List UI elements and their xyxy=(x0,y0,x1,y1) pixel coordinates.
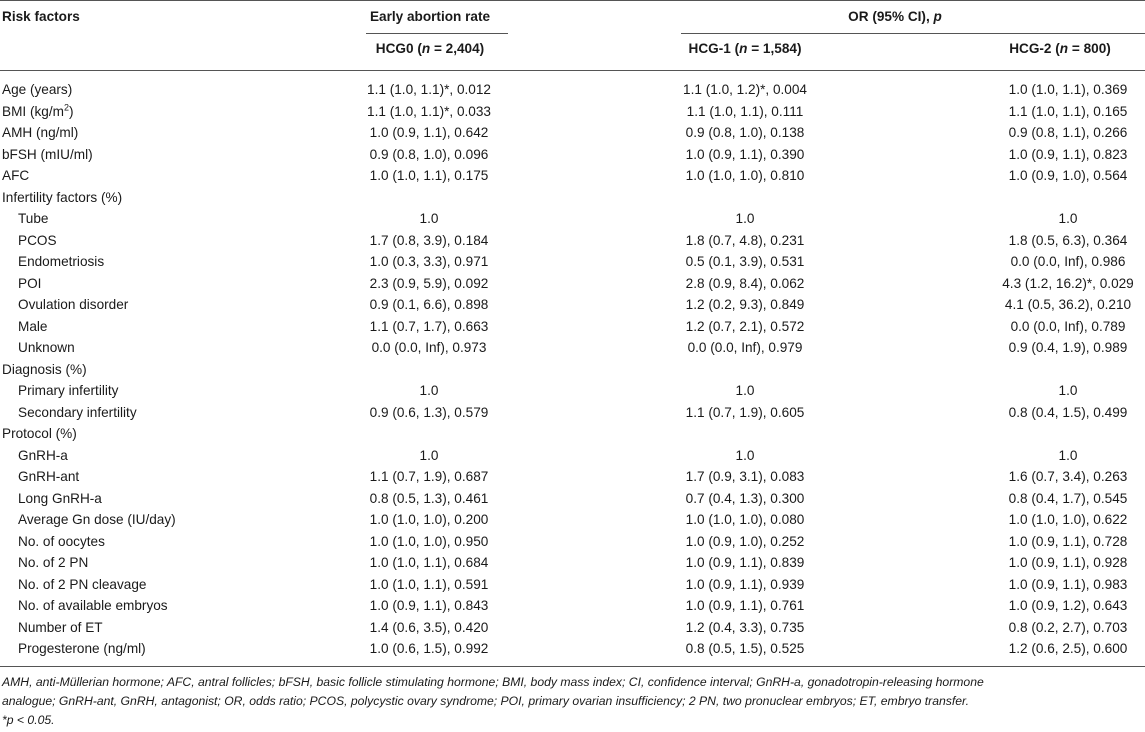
row-label: Number of ET xyxy=(18,619,103,635)
value-cell-group-1: 1.0 (0.9, 1.0), 0.252 xyxy=(685,533,805,549)
table-footnote: AMH, anti-Müllerian hormone; AFC, antral follicles; bFSH, basic follicle stimulating hormone; BMI, body mass index; CI, confidence interval; GnRH-a, gonadotropin-releasing hormone analogue; GnRH-ant, GnRH, antagonist; OR, odds ratio; PCOS, polycystic ovary syndrome; POI, primary ovarian insufficiency; 2 PN, two pronuclear embryos; ET, embryo transfer. *p < 0.05. xyxy=(2,675,984,727)
value-cell-group-1: 1.2 (0.2, 9.3), 0.849 xyxy=(685,297,805,312)
table-row xyxy=(0,251,1145,273)
value-cell-group-0: 1.1 (0.7, 1.7), 0.663 xyxy=(369,318,489,334)
table-row xyxy=(0,574,1145,596)
table-row xyxy=(0,101,1145,123)
value-cell-group-1: 0.9 (0.8, 1.0), 0.138 xyxy=(685,125,805,140)
row-label: No. of available embryos xyxy=(18,598,168,613)
risk-factors-header: Risk factors xyxy=(2,9,80,24)
value-cell-group-0: 1.1 (1.0, 1.1)*, 0.012 xyxy=(367,82,491,97)
value-cell-group-1: 1.0 xyxy=(735,383,755,398)
value-cell-group-0: 1.0 (1.0, 1.0), 0.200 xyxy=(369,512,489,527)
table-row xyxy=(0,531,1145,553)
row-label: Age (years) xyxy=(2,82,73,97)
table-row xyxy=(0,294,1145,316)
value-cell-group-1: 1.0 xyxy=(735,211,755,226)
value-cell-group-2: 1.0 xyxy=(1058,447,1078,463)
value-cell-group-2: 1.1 (1.0, 1.1), 0.165 xyxy=(1008,103,1128,119)
value-cell-group-1: 1.2 (0.7, 2.1), 0.572 xyxy=(685,318,805,334)
value-cell-group-2: 0.0 (0.0, Inf), 0.789 xyxy=(1010,318,1126,334)
row-label: No. of oocytes xyxy=(18,533,105,549)
value-cell-group-0: 1.0 (0.6, 1.5), 0.992 xyxy=(369,641,489,656)
value-cell-group-0: 1.0 (0.9, 1.1), 0.843 xyxy=(369,598,489,613)
row-label: Secondary infertility xyxy=(18,404,137,420)
value-cell-group-1: 0.8 (0.5, 1.5), 0.525 xyxy=(685,641,805,656)
value-cell-group-0: 1.0 (0.9, 1.1), 0.642 xyxy=(369,125,489,140)
value-cell-group-1: 1.2 (0.4, 3.3), 0.735 xyxy=(685,619,805,635)
value-cell-group-1: 1.0 (1.0, 1.0), 0.810 xyxy=(685,168,805,183)
value-cell-group-0: 1.4 (0.6, 3.5), 0.420 xyxy=(369,619,489,635)
top-rule xyxy=(0,0,1145,1)
table-row xyxy=(0,595,1145,617)
table-row xyxy=(0,144,1145,166)
row-label: Endometriosis xyxy=(18,254,105,269)
value-cell-group-2: 1.8 (0.5, 6.3), 0.364 xyxy=(1008,232,1128,248)
value-cell-group-1: 1.0 (0.9, 1.1), 0.839 xyxy=(685,555,805,570)
early-abortion-header: Early abortion rate xyxy=(369,9,491,24)
value-cell-group-1: 1.0 xyxy=(735,447,755,463)
row-label: Unknown xyxy=(18,340,75,355)
value-cell-group-1: 0.5 (0.1, 3.9), 0.531 xyxy=(685,254,805,269)
value-cell-group-0: 1.0 (1.0, 1.1), 0.591 xyxy=(369,576,489,592)
table-row xyxy=(0,638,1145,660)
row-label: Long GnRH-a xyxy=(18,490,102,506)
row-label: POI xyxy=(18,275,42,291)
value-cell-group-1: 2.8 (0.9, 8.4), 0.062 xyxy=(685,275,805,291)
value-cell-group-0: 2.3 (0.9, 5.9), 0.092 xyxy=(369,275,489,291)
value-cell-group-1: 0.7 (0.4, 1.3), 0.300 xyxy=(685,490,805,506)
value-cell-group-2: 1.0 (0.9, 1.2), 0.643 xyxy=(1008,598,1128,613)
header-row-2 xyxy=(0,38,1145,60)
value-cell-group-1: 1.8 (0.7, 4.8), 0.231 xyxy=(685,232,805,248)
value-cell-group-2: 4.3 (1.2, 16.2)*, 0.029 xyxy=(1002,275,1134,291)
row-label: Progesterone (ng/ml) xyxy=(18,641,146,656)
table-row xyxy=(0,122,1145,144)
value-cell-group-0: 1.0 xyxy=(419,447,439,463)
row-label: No. of 2 PN xyxy=(18,555,89,570)
or-ci-header: OR (95% CI), p xyxy=(848,9,942,24)
value-cell-group-2: 1.0 (0.9, 1.1), 0.928 xyxy=(1008,555,1128,570)
table-row xyxy=(0,165,1145,187)
or-ci-rule xyxy=(681,33,1145,34)
value-cell-group-0: 1.0 (1.0, 1.1), 0.684 xyxy=(369,555,489,570)
table-row xyxy=(0,617,1145,639)
table-row xyxy=(0,337,1145,359)
row-label: PCOS xyxy=(18,232,57,248)
value-cell-group-2: 0.8 (0.4, 1.7), 0.545 xyxy=(1008,490,1128,506)
value-cell-group-1: 1.1 (1.0, 1.2)*, 0.004 xyxy=(683,82,807,97)
table-row xyxy=(0,79,1145,101)
row-label: BMI $(kg/m^2)$ xyxy=(2,101,74,119)
row-label: Tube xyxy=(18,211,49,226)
value-cell-group-2: 0.9 (0.8, 1.1), 0.266 xyxy=(1008,125,1128,140)
value-cell-group-0: 0.9 (0.8, 1.0), 0.096 xyxy=(369,146,489,162)
row-label: Average Gn dose (IU/day) xyxy=(18,512,176,527)
table-row xyxy=(0,316,1145,338)
table-row xyxy=(0,187,1145,209)
row-label: Primary infertility xyxy=(18,383,119,398)
value-cell-group-0: 0.0 (0.0, Inf), 0.973 xyxy=(371,340,487,355)
value-cell-group-0: 1.1 (0.7, 1.9), 0.687 xyxy=(369,469,489,484)
value-cell-group-1: 1.0 (0.9, 1.1), 0.761 xyxy=(685,598,805,613)
group-hcg0-header: HCG0 (n = 2,404) xyxy=(375,41,485,56)
value-cell-group-2: 0.8 (0.2, 2.7), 0.703 xyxy=(1008,619,1128,635)
header-row-1 xyxy=(0,6,1145,28)
bottom-rule xyxy=(0,666,1145,667)
value-cell-group-2: 1.2 (0.6, 2.5), 0.600 xyxy=(1008,641,1128,656)
value-cell-group-2: 1.0 xyxy=(1058,383,1078,398)
table-row xyxy=(0,273,1145,295)
value-cell-group-2: 1.0 (0.9, 1.1), 0.983 xyxy=(1008,576,1128,592)
early-abortion-rule xyxy=(366,33,508,34)
row-label: Male xyxy=(18,318,48,334)
row-label: Protocol (%) xyxy=(2,426,77,441)
value-cell-group-1: 1.7 (0.9, 3.1), 0.083 xyxy=(685,469,805,484)
value-cell-group-2: 0.9 (0.4, 1.9), 0.989 xyxy=(1008,340,1128,355)
value-cell-group-0: 0.9 (0.6, 1.3), 0.579 xyxy=(369,404,489,420)
table-row xyxy=(0,488,1145,510)
table-row xyxy=(0,466,1145,488)
value-cell-group-2: 1.0 (0.9, 1.1), 0.728 xyxy=(1008,533,1128,549)
value-cell-group-2: 0.8 (0.4, 1.5), 0.499 xyxy=(1008,404,1128,420)
value-cell-group-0: 0.9 (0.1, 6.6), 0.898 xyxy=(369,297,489,312)
value-cell-group-1: 1.0 (0.9, 1.1), 0.390 xyxy=(685,146,805,162)
value-cell-group-0: 1.0 xyxy=(419,211,439,226)
row-label: GnRH-a xyxy=(18,447,68,463)
row-label: Ovulation disorder xyxy=(18,297,129,312)
value-cell-group-0: 1.0 xyxy=(419,383,439,398)
table-row xyxy=(0,230,1145,252)
group-hcg2-header: HCG-2 (n = 800) xyxy=(1009,41,1111,56)
row-label: GnRH-ant xyxy=(18,469,80,484)
value-cell-group-0: 1.1 (1.0, 1.1)*, 0.033 xyxy=(367,103,491,119)
table-row xyxy=(0,208,1145,230)
table-row xyxy=(0,552,1145,574)
value-cell-group-0: 1.0 (1.0, 1.1), 0.175 xyxy=(369,168,489,183)
value-cell-group-2: 1.0 (1.0, 1.1), 0.369 xyxy=(1008,82,1128,97)
row-label: Infertility factors (%) xyxy=(2,189,123,205)
value-cell-group-1: 1.1 (0.7, 1.9), 0.605 xyxy=(685,404,805,420)
value-cell-group-0: 1.0 (1.0, 1.0), 0.950 xyxy=(369,533,489,549)
table-row xyxy=(0,509,1145,531)
table-row xyxy=(0,423,1145,445)
row-label: AMH (ng/ml) xyxy=(2,125,79,140)
value-cell-group-1: 1.0 (0.9, 1.1), 0.939 xyxy=(685,576,805,592)
value-cell-group-1: 1.1 (1.0, 1.1), 0.111 xyxy=(686,103,804,119)
row-label: bFSH (mIU/ml) xyxy=(2,146,93,162)
table-row xyxy=(0,359,1145,381)
row-label: Diagnosis (%) xyxy=(2,361,87,377)
row-label: No. of 2 PN cleavage xyxy=(18,576,147,592)
row-label: AFC xyxy=(2,168,30,183)
value-cell-group-1: 0.0 (0.0, Inf), 0.979 xyxy=(687,340,803,355)
group-hcg1-header: HCG-1 (n = 1,584) xyxy=(688,41,802,56)
value-cell-group-2: 1.0 (0.9, 1.0), 0.564 xyxy=(1008,168,1128,183)
value-cell-group-0: 0.8 (0.5, 1.3), 0.461 xyxy=(369,490,489,506)
value-cell-group-2: 1.0 (1.0, 1.0), 0.622 xyxy=(1008,512,1128,527)
value-cell-group-2: 1.0 xyxy=(1058,211,1078,226)
value-cell-group-2: 0.0 (0.0, Inf), 0.986 xyxy=(1010,254,1126,269)
header-bottom-rule xyxy=(0,70,1145,71)
value-cell-group-2: 1.0 (0.9, 1.1), 0.823 xyxy=(1008,146,1128,162)
value-cell-group-2: 4.1 (0.5, 36.2), 0.210 xyxy=(1004,297,1132,312)
value-cell-group-0: 1.7 (0.8, 3.9), 0.184 xyxy=(369,232,489,248)
value-cell-group-0: 1.0 (0.3, 3.3), 0.971 xyxy=(369,254,489,269)
table-row xyxy=(0,402,1145,424)
value-cell-group-1: 1.0 (1.0, 1.0), 0.080 xyxy=(685,512,805,527)
value-cell-group-2: 1.6 (0.7, 3.4), 0.263 xyxy=(1008,469,1128,484)
table-row xyxy=(0,445,1145,467)
table-row xyxy=(0,380,1145,402)
